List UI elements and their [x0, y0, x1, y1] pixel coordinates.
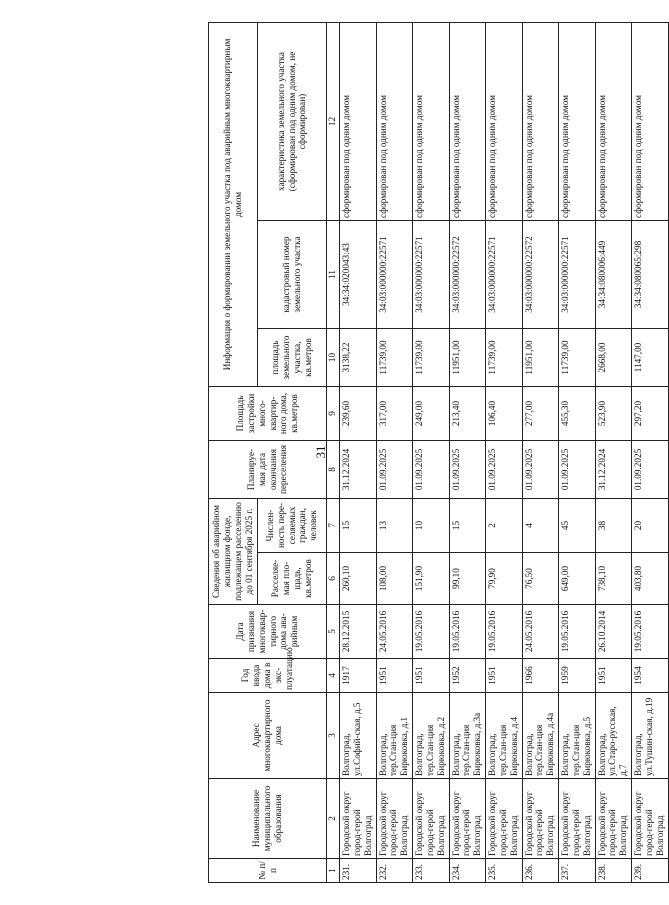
recognition-date-cell: 19.05.2016 [486, 605, 523, 659]
header-characteristic: характеристика земельного участка (сформирован под одним домом, не сформирован) [258, 22, 327, 220]
emergency-housing-table [208, 22, 669, 883]
row-number: 235. [486, 859, 523, 883]
table-row [340, 22, 377, 882]
header-land-group: Информация о формировании земельного участка под аварийным многоквартирным домом [209, 22, 258, 386]
address-cell: Волгоград, тер.Стан-ция Бирюковка, д.3а [449, 693, 486, 779]
characteristic-cell: сформирован под одним домом [595, 22, 632, 220]
municipality-cell: Городской округ город-герой Волгоград [559, 779, 596, 859]
header-address: Адрес многоквартирного дома [209, 693, 327, 779]
planned-date-cell: 01.09.2025 [559, 441, 596, 499]
land-area-cell: 11739,00 [376, 329, 413, 387]
area-cell: 79,90 [486, 553, 523, 605]
planned-date-cell: 31.12.2024 [595, 441, 632, 499]
characteristic-cell: сформирован под одним домом [632, 22, 669, 220]
address-cell: Волгоград, тер.Стан-ция Бирюковка, д.4а [522, 693, 559, 779]
column-number: 9 [327, 387, 340, 441]
header-cadastral: кадастровый номер земельного участка [258, 221, 327, 329]
cadastral-cell: 34:03:000000:22571 [376, 221, 413, 329]
built-area-cell: 106,40 [486, 387, 523, 441]
column-number: 8 [327, 441, 340, 499]
header-recognition-date: Дата признания многоквар-тирного дома ава-рийным [209, 605, 327, 659]
year-cell: 1951 [486, 659, 523, 693]
area-cell: 99,10 [449, 553, 486, 605]
municipality-cell: Городской округ город-герой Волгоград [376, 779, 413, 859]
column-number: 12 [327, 22, 340, 220]
address-cell: Волгоград, тер.Стан-ция Бирюковка, д.4 [486, 693, 523, 779]
built-area-cell: 249,00 [413, 387, 450, 441]
residents-cell: 20 [632, 499, 669, 553]
column-number: 2 [327, 779, 340, 859]
area-cell: 403,80 [632, 553, 669, 605]
column-number: 4 [327, 659, 340, 693]
planned-date-cell: 01.09.2025 [522, 441, 559, 499]
column-number: 1 [327, 859, 340, 883]
row-number: 231. [340, 859, 377, 883]
area-cell: 738,10 [595, 553, 632, 605]
cadastral-cell: 34:34:080006:449 [595, 221, 632, 329]
residents-cell: 10 [413, 499, 450, 553]
residents-cell: 38 [595, 499, 632, 553]
planned-date-cell: 01.09.2025 [449, 441, 486, 499]
characteristic-cell: сформирован под одним домом [559, 22, 596, 220]
address-cell: Волгоград, тер.Стан-ция Бирюковка, д.5 [559, 693, 596, 779]
characteristic-cell: сформирован под одним домом [413, 22, 450, 220]
area-cell: 108,00 [376, 553, 413, 605]
header-land-area: площадь земельного участка, кв.метров [258, 329, 327, 387]
built-area-cell: 213,40 [449, 387, 486, 441]
characteristic-cell: сформирован под одним домом [522, 22, 559, 220]
column-number: 5 [327, 605, 340, 659]
land-area-cell: 2668,00 [595, 329, 632, 387]
cadastral-cell: 34:03:000000:22571 [486, 221, 523, 329]
built-area-cell: 317,00 [376, 387, 413, 441]
cadastral-cell: 34:34:080065:298 [632, 221, 669, 329]
year-cell: 1951 [413, 659, 450, 693]
cadastral-cell: 34:34:020043:43 [340, 221, 377, 329]
residents-cell: 15 [449, 499, 486, 553]
built-area-cell: 455,30 [559, 387, 596, 441]
year-cell: 1966 [522, 659, 559, 693]
municipality-cell: Городской округ город-герой Волгоград [449, 779, 486, 859]
municipality-cell: Городской округ город-герой Волгоград [486, 779, 523, 859]
header-municipality: Наименование муниципального образования [209, 779, 327, 859]
year-cell: 1917 [340, 659, 377, 693]
municipality-cell: Городской округ город-герой Волгоград [595, 779, 632, 859]
column-number: 3 [327, 693, 340, 779]
header-emergency-group: Сведения об аварийном жилищном фонде, подлежащем расселению до 01 сентября 2025 г. [209, 499, 258, 605]
characteristic-cell: сформирован под одним домом [340, 22, 377, 220]
cadastral-cell: 34:03:000000:22572 [522, 221, 559, 329]
land-area-cell: 11739,00 [559, 329, 596, 387]
row-number: 238. [595, 859, 632, 883]
planned-date-cell: 01.09.2025 [413, 441, 450, 499]
year-cell: 1952 [449, 659, 486, 693]
recognition-date-cell: 24.05.2016 [522, 605, 559, 659]
table-row [449, 22, 486, 882]
residents-cell: 45 [559, 499, 596, 553]
cadastral-cell: 34:03:000000:22571 [413, 221, 450, 329]
recognition-date-cell: 28.12.2015 [340, 605, 377, 659]
planned-date-cell: 01.09.2025 [632, 441, 669, 499]
header-no: № п/п [209, 859, 327, 883]
municipality-cell: Городской округ город-герой Волгоград [340, 779, 377, 859]
header-planned-date: Планируе-мая дата окончания переселения [209, 441, 327, 499]
header-area: Расселяе-мая пло-щадь, кв.метров [258, 553, 327, 605]
area-cell: 76,50 [522, 553, 559, 605]
year-cell: 1951 [376, 659, 413, 693]
address-cell: Волгоград, ул.Старо-русская, д.7 [595, 693, 632, 779]
municipality-cell: Городской округ город-герой Волгоград [632, 779, 669, 859]
residents-cell: 4 [522, 499, 559, 553]
address-cell: Волгоград, тер.Стан-ция Бирюковка, д.2 [413, 693, 450, 779]
residents-cell: 2 [486, 499, 523, 553]
header-year-built: Год ввода дома в экс-плуатацию [209, 659, 327, 693]
characteristic-cell: сформирован под одним домом [376, 22, 413, 220]
year-cell: 1954 [632, 659, 669, 693]
address-cell: Волгоград, ул.Софий-ская, д.5 [340, 693, 377, 779]
year-cell: 1959 [559, 659, 596, 693]
page-number: 31 [313, 445, 328, 459]
area-cell: 649,00 [559, 553, 596, 605]
rotated-document [208, 23, 665, 883]
table-row [413, 22, 450, 882]
land-area-cell: 1147,00 [632, 329, 669, 387]
table-row [632, 22, 669, 882]
column-number-row [327, 22, 340, 882]
row-number: 232. [376, 859, 413, 883]
column-number: 10 [327, 329, 340, 387]
table-row [559, 22, 596, 882]
characteristic-cell: сформирован под одним домом [486, 22, 523, 220]
land-area-cell: 11951,00 [522, 329, 559, 387]
cadastral-cell: 34:03:000000:22572 [449, 221, 486, 329]
land-area-cell: 3138,22 [340, 329, 377, 387]
land-area-cell: 11739,00 [413, 329, 450, 387]
built-area-cell: 239,60 [340, 387, 377, 441]
row-number: 237. [559, 859, 596, 883]
municipality-cell: Городской округ город-герой Волгоград [413, 779, 450, 859]
year-cell: 1951 [595, 659, 632, 693]
built-area-cell: 297,20 [632, 387, 669, 441]
residents-cell: 13 [376, 499, 413, 553]
column-number: 6 [327, 553, 340, 605]
recognition-date-cell: 24.05.2016 [376, 605, 413, 659]
planned-date-cell: 31.12.2024 [340, 441, 377, 499]
row-number: 239. [632, 859, 669, 883]
address-cell: Волгоград, ул.Тушин-ская, д.19 [632, 693, 669, 779]
area-cell: 151,90 [413, 553, 450, 605]
header-residents: Числен-ность пере-селяемых граждан, человек [258, 499, 327, 553]
built-area-cell: 277,00 [522, 387, 559, 441]
cadastral-cell: 34:03:000000:22571 [559, 221, 596, 329]
header-built-area: Площадь застройки много-квартир-ного дома, кв.метров [209, 387, 327, 441]
column-number: 11 [327, 221, 340, 329]
planned-date-cell: 01.09.2025 [376, 441, 413, 499]
table-row [522, 22, 559, 882]
built-area-cell: 523,90 [595, 387, 632, 441]
recognition-date-cell: 19.05.2016 [559, 605, 596, 659]
planned-date-cell: 01.09.2025 [486, 441, 523, 499]
area-cell: 260,10 [340, 553, 377, 605]
table-row [376, 22, 413, 882]
land-area-cell: 11951,00 [449, 329, 486, 387]
column-number: 7 [327, 499, 340, 553]
recognition-date-cell: 19.05.2016 [449, 605, 486, 659]
recognition-date-cell: 19.05.2016 [632, 605, 669, 659]
land-area-cell: 11739,00 [486, 329, 523, 387]
row-number: 233. [413, 859, 450, 883]
table-row [595, 22, 632, 882]
address-cell: Волгоград, тер.Стан-ция Бирюковка, д.1 [376, 693, 413, 779]
table-row [486, 22, 523, 882]
row-number: 234. [449, 859, 486, 883]
residents-cell: 15 [340, 499, 377, 553]
recognition-date-cell: 26.10.2014 [595, 605, 632, 659]
characteristic-cell: сформирован под одним домом [449, 22, 486, 220]
recognition-date-cell: 19.05.2016 [413, 605, 450, 659]
row-number: 236. [522, 859, 559, 883]
municipality-cell: Городской округ город-герой Волгоград [522, 779, 559, 859]
